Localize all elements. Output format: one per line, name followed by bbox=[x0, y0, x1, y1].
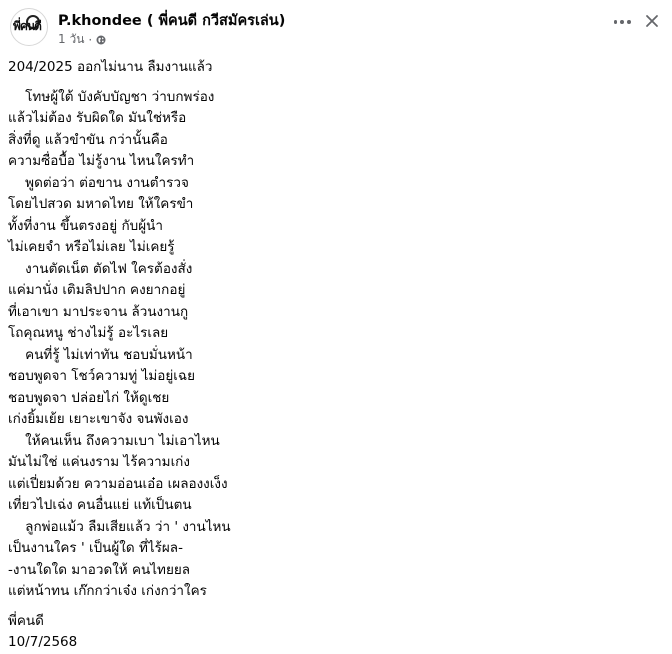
post-body bbox=[8, 57, 648, 654]
poem-line: แต่หน้าทน เก๊กกว่าเจ๋ง เก่งกว่าใคร bbox=[8, 583, 207, 599]
poem-line: ลูกพ่อแม้ว ลืมเสียแล้ว ว่า ' งานไหน bbox=[8, 518, 231, 535]
close-icon[interactable] bbox=[642, 11, 662, 31]
more-options-icon[interactable] bbox=[612, 12, 632, 32]
poem-line: คนที่รู้ ไม่เท่าทัน ชอบมั่นหน้า bbox=[8, 346, 193, 363]
poem-line: โดยไปสวด มหาดไทย ให้ใครขำ bbox=[8, 196, 194, 212]
poem-line: ที่เอาเขา มาประจาน ล้วนงานกู bbox=[8, 303, 189, 320]
post-date: 10/7/2568 bbox=[8, 634, 78, 650]
author-name[interactable]: P.khondee ( พี่คนดี กวีสมัครเล่น) bbox=[58, 13, 286, 29]
poem-line: มันไม่ใช่ แค่นงราม ไร้ความเก่ง bbox=[8, 454, 190, 470]
spacer bbox=[8, 603, 648, 611]
poem-line: โทษผู้ใต้ บังคับบัญชา ว่าบกพร่อง bbox=[8, 88, 215, 105]
poem-line: ชอบพูดจา ปล่อยไก่ ให้ดูเชย bbox=[8, 389, 170, 406]
poem-line: แค่มานั่ง เติมลิปปาก คงยากอยู่ bbox=[8, 282, 186, 298]
poem-line: ทั้งที่งาน ขึ้นตรงอยู่ กับผู้นำ bbox=[8, 217, 163, 234]
post-meta bbox=[58, 30, 106, 49]
avatar-text: พี่คนดี bbox=[13, 19, 41, 33]
poem-line: เที่ยวไปเฉ่ง คนอื่นแย่ แท้เป็นตน bbox=[8, 497, 192, 513]
poem-line: สิ่งที่ดู แล้วขำขัน กว่านั้นคือ bbox=[8, 131, 168, 148]
poem-line: โถคุณหนู ช่างไม่รู้ อะไรเลย bbox=[8, 325, 169, 341]
poem-line: ชอบพูดจา โชว์ความทู่ ไม่อยู่เฉย bbox=[8, 368, 195, 384]
post-time[interactable]: 1 วัน bbox=[58, 32, 85, 46]
poem-line: ไม่เคยจำ หรือไม่เลย ไม่เคยรู้ bbox=[8, 239, 175, 255]
post-header bbox=[6, 6, 666, 48]
poem-line: แล้วไม่ต้อง รับผิดใด มันใช่หรือ bbox=[8, 110, 187, 126]
poem-line: ความซื่อบื้อ ไม่รู้งาน ไหนใครทำ bbox=[8, 153, 195, 169]
poem-line: เป็นงานใคร ' เป็นผู้ใด ที่ไร้ผล- bbox=[8, 540, 183, 556]
poem-line: เก่งยิ้มเย้ย เยาะเขาจัง จนพังเอง bbox=[8, 411, 189, 427]
poem bbox=[8, 87, 648, 603]
poem-line: -งานใดใด มาอวดให้ คนไทยยล bbox=[8, 561, 191, 578]
avatar[interactable] bbox=[10, 8, 48, 46]
post-title: 204/2025 ออกไม่นาน ลืมงานแล้ว bbox=[8, 59, 213, 75]
globe-icon bbox=[96, 35, 106, 45]
signature: พี่คนดี bbox=[8, 612, 44, 629]
poem-line: ให้คนเห็น ถึงความเบา ไม่เอาไหน bbox=[8, 432, 220, 449]
poem-line: งานตัดเน็ต ตัดไฟ ใครต้องสั่ง bbox=[8, 260, 193, 277]
poem-line: แต่เปี่ยมด้วย ความอ่อนเอ๋อ เผลองงเง็ง bbox=[8, 475, 228, 492]
meta-separator: · bbox=[88, 32, 93, 47]
poem-line: พูดต่อว่า ต่อขาน งานตำรวจ bbox=[8, 174, 189, 191]
